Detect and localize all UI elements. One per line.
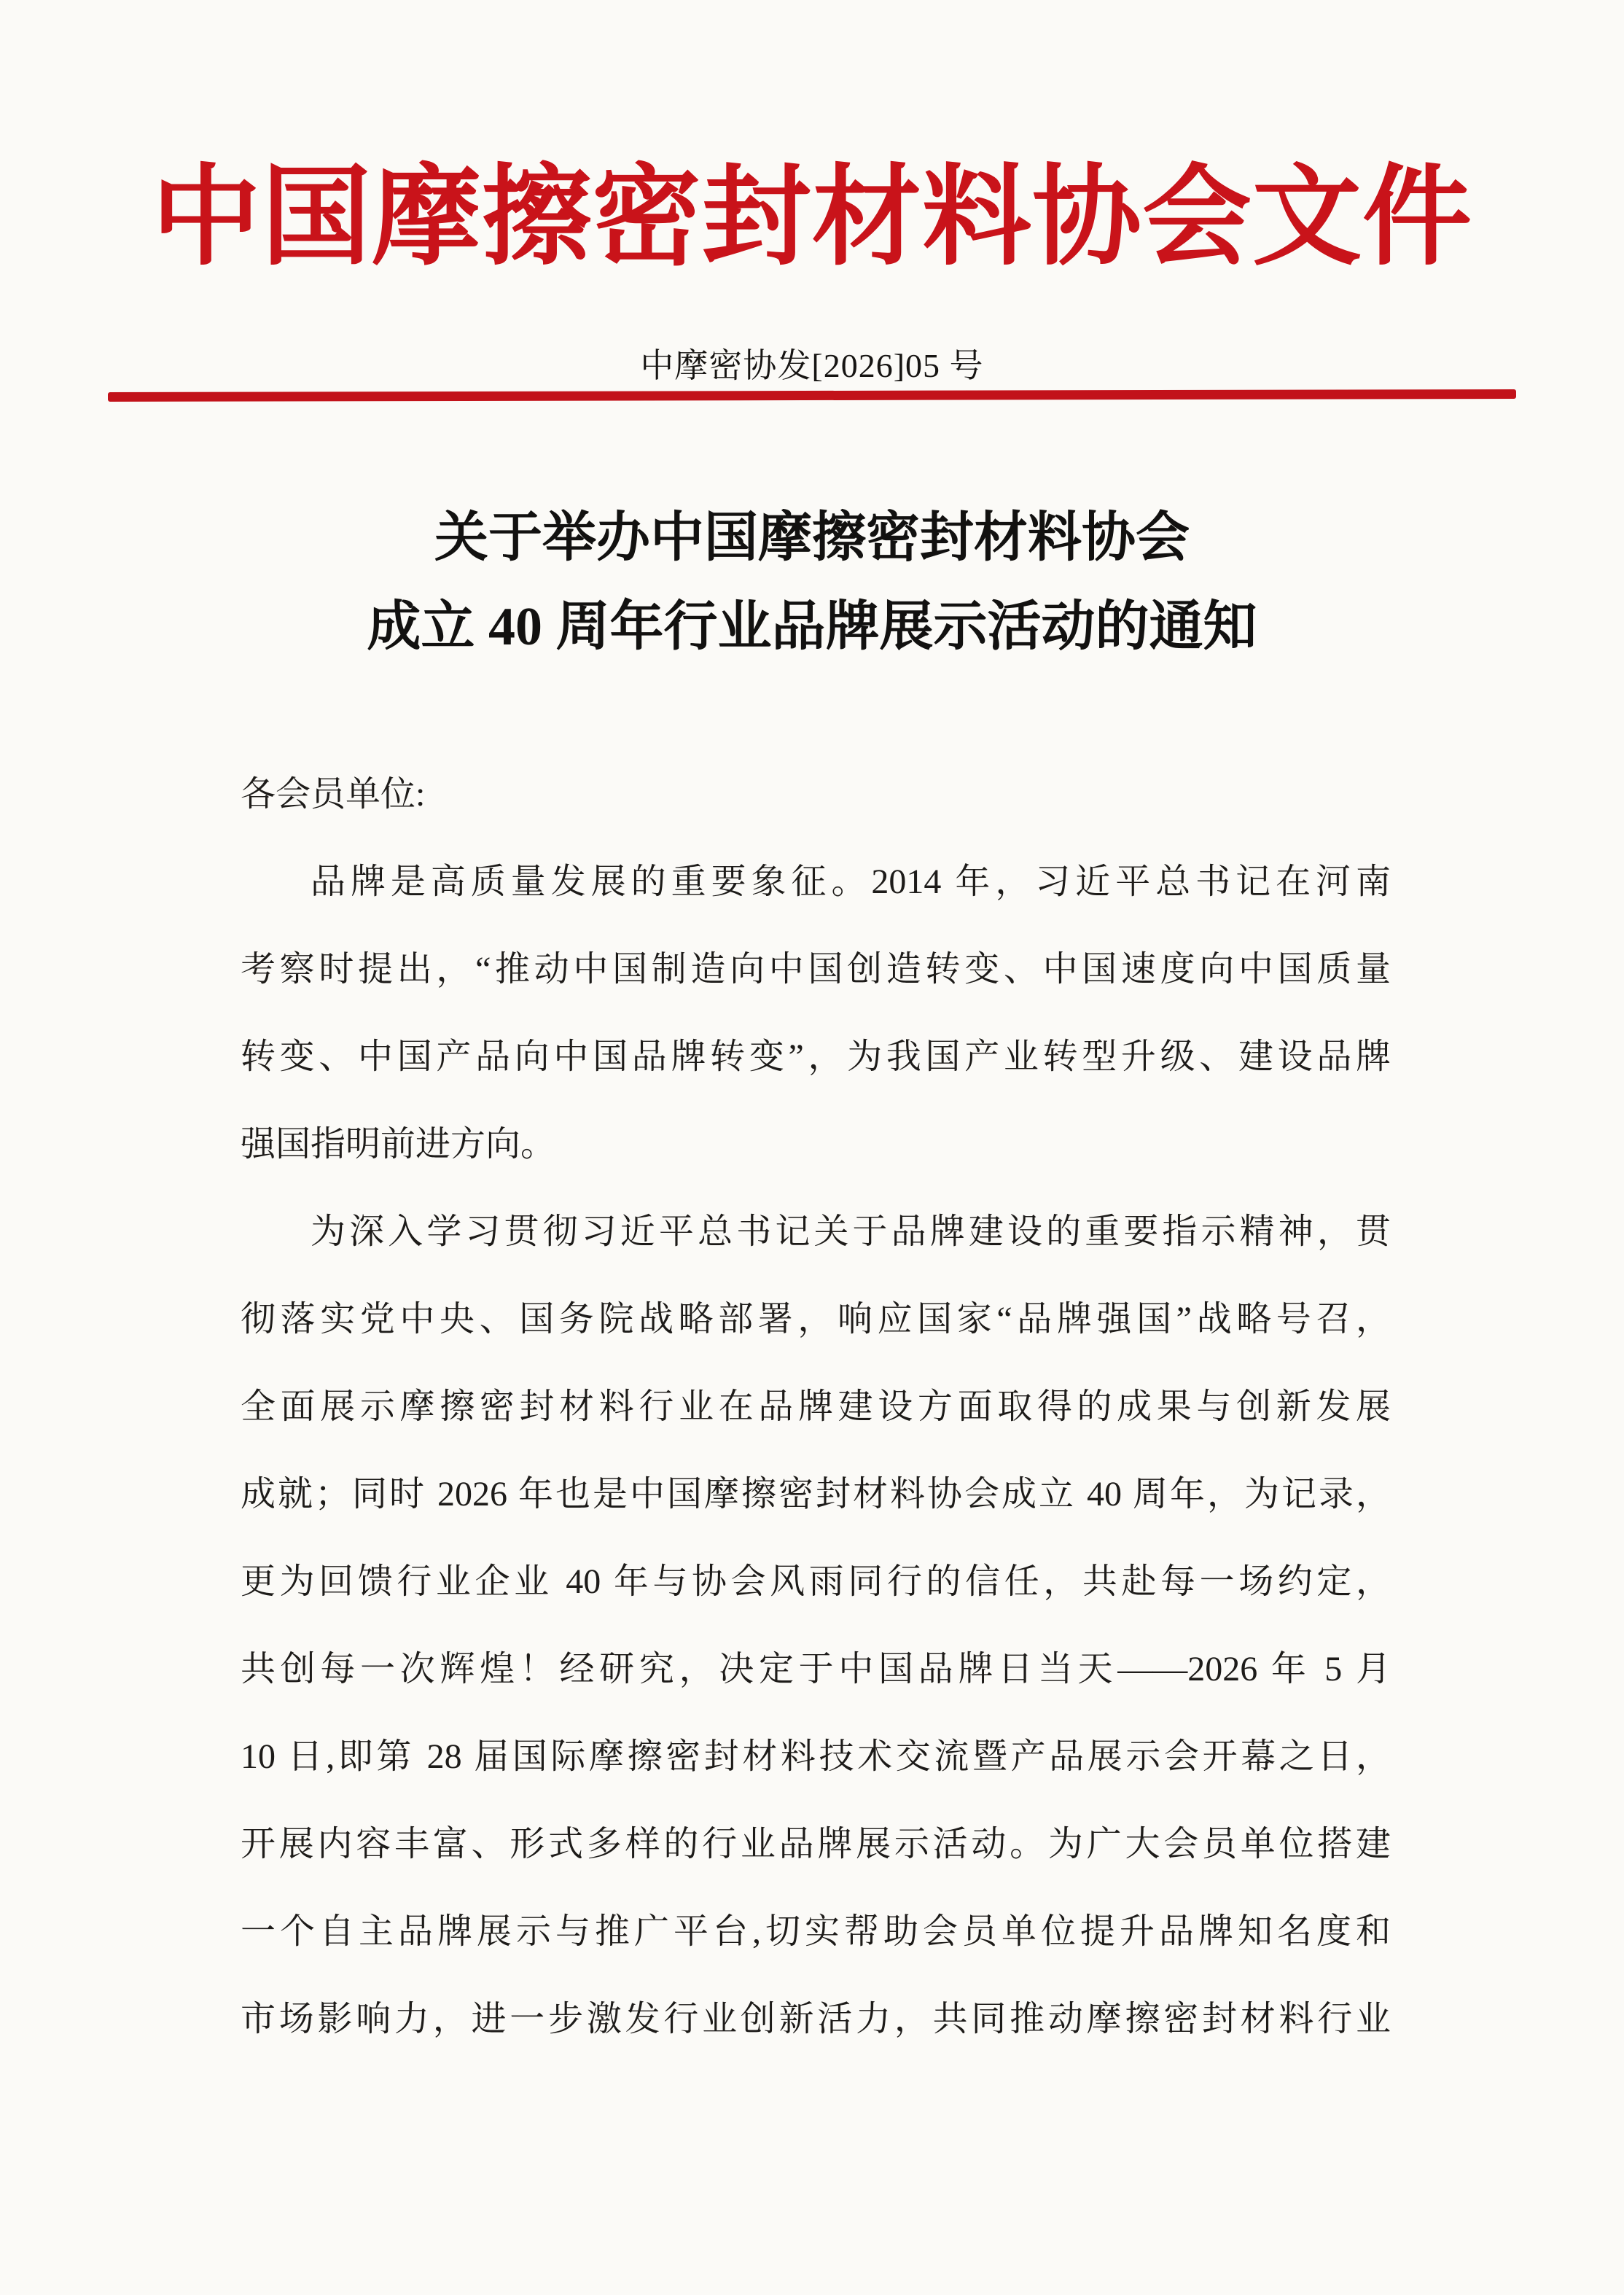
body-line: 彻落实党中央、国务院战略部署，响应国家“品牌强国”战略号召， [241, 1300, 1391, 1339]
body-line: 品牌是高质量发展的重要象征。2014 年，习近平总书记在河南 [311, 862, 1391, 901]
body-line: 更为回馈行业企业 40 年与协会风雨同行的信任，共赴每一场约定， [241, 1562, 1391, 1601]
doc-title-line-2: 成立 40 周年行业品牌展示活动的通知 [367, 597, 1257, 657]
salutation-line: 各会员单位: [241, 775, 426, 814]
org-header-title: 中国摩擦密封材料协会文件 [151, 157, 1472, 278]
body-line: 为深入学习贯彻习近平总书记关于品牌建设的重要指示精神，贯 [311, 1212, 1391, 1251]
doc-title-line-1: 关于举办中国摩擦密封材料协会 [434, 508, 1190, 568]
body-line: 强国指明前进方向。 [241, 1125, 556, 1164]
body-line: 一个自主品牌展示与推广平台,切实帮助会员单位提升品牌知名度和 [241, 1912, 1391, 1951]
body-line: 转变、中国产品向中国品牌转变”，为我国产业转型升级、建设品牌 [241, 1037, 1391, 1076]
body-line: 市场影响力，进一步激发行业创新活力，共同推动摩擦密封材料行业 [241, 2000, 1391, 2038]
body-line: 全面展示摩擦密封材料行业在品牌建设方面取得的成果与创新发展 [241, 1387, 1391, 1426]
body-line: 10 日,即第 28 届国际摩擦密封材料技术交流暨产品展示会开幕之日， [241, 1737, 1391, 1776]
body-line: 共创每一次辉煌！经研究，决定于中国品牌日当天——2026 年 5 月 [241, 1650, 1391, 1688]
red-rule-divider [108, 389, 1516, 402]
body-line: 开展内容丰富、形式多样的行业品牌展示活动。为广大会员单位搭建 [241, 1825, 1391, 1863]
doc-number: 中摩密协发[2026]05 号 [640, 347, 984, 384]
body-line: 考察时提出，“推动中国制造向中国创造转变、中国速度向中国质量 [241, 950, 1391, 989]
body-line: 成就；同时 2026 年也是中国摩擦密封材料协会成立 40 周年，为记录， [241, 1475, 1391, 1513]
body-block [241, 751, 1391, 2063]
